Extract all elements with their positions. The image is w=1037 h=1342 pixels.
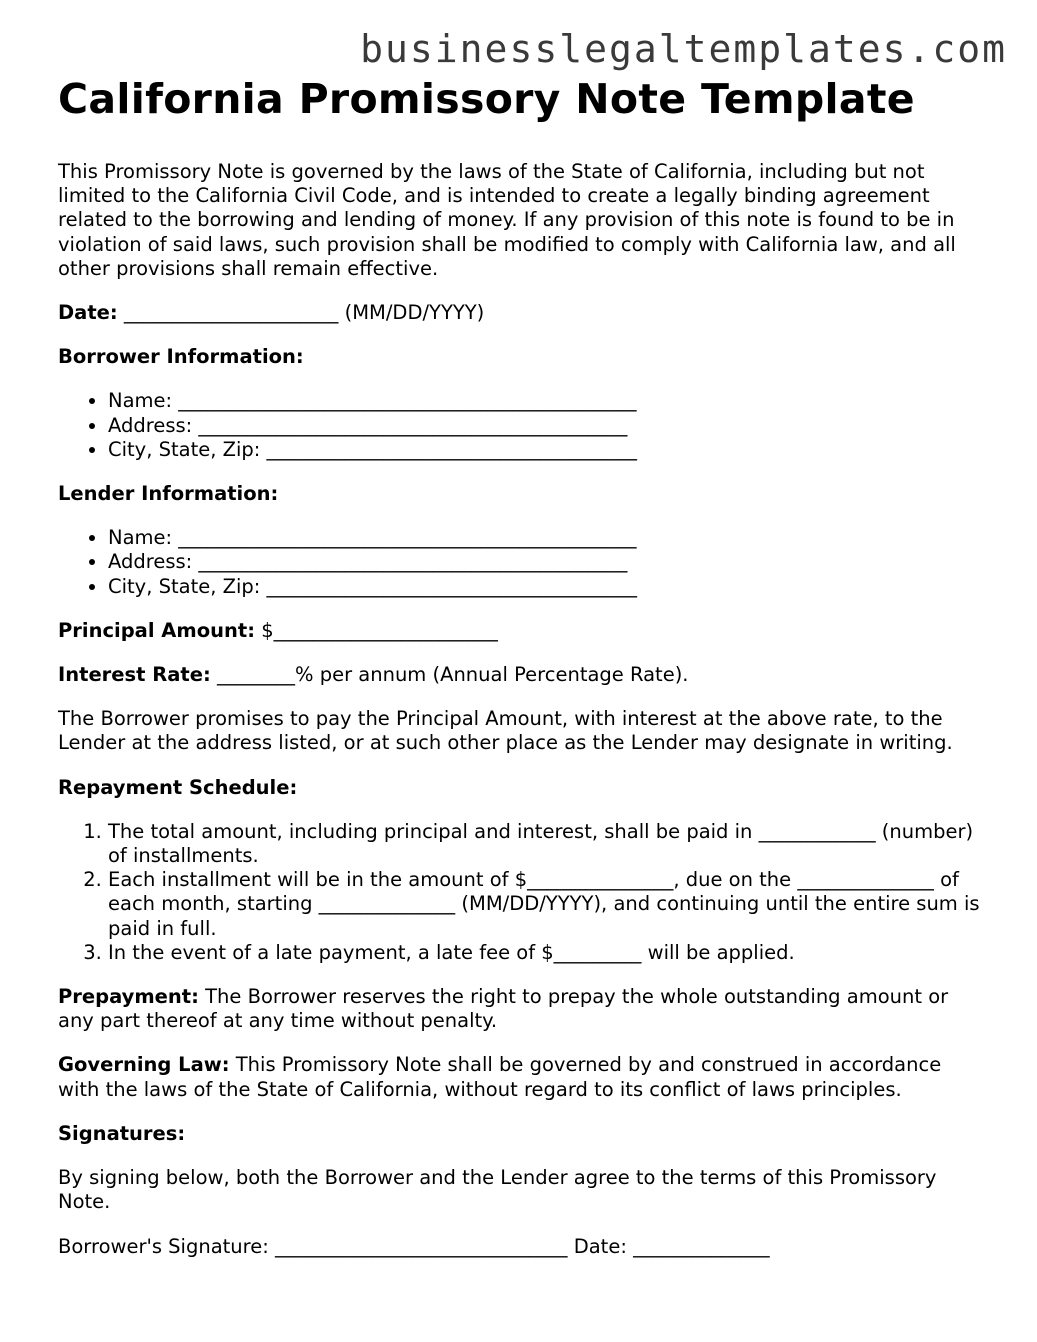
principal-label: Principal Amount: [58,618,255,642]
lender-heading: Lender Information: [58,482,279,506]
lender-list [58,526,988,599]
repayment-heading: Repayment Schedule: [58,775,298,799]
document-body [58,74,988,1279]
interest-line [58,663,988,687]
borrower-signature-line: Borrower's Signature: ______________________________ Date: ______________ [58,1234,770,1258]
borrower-heading: Borrower Information: [58,345,304,369]
interest-label: Interest Rate: [58,663,211,687]
borrower-city-item: • City, State, Zip: ______________________________________ [108,438,988,462]
page-title: California Promissory Note Template [58,75,915,123]
signatures-paragraph: By signing below, both the Borrower and the Lender agree to the terms of this Promissory Note. [58,1166,937,1214]
repayment-list [58,820,988,965]
lender-city-item: • City, State, Zip: ______________________________________ [108,575,988,599]
governing-law-text: This Promissory Note shall be governed by and construed in accordance with the laws of the State of California, without regard to its conflict of laws principles. [58,1053,942,1101]
prepayment-paragraph [58,985,988,1033]
lender-address-item: • Address: ____________________________________________ [108,550,988,574]
watermark: businesslegaltemplates.com [360,27,1007,71]
borrower-name-item: • Name: _______________________________________________ [108,389,988,413]
interest-field: ________% per annum (Annual Percentage Rate). [210,663,689,687]
repayment-item-3: 3. In the event of a late payment, a late fee of $_________ will be applied. [108,941,988,965]
lender-name-item: • Name: _______________________________________________ [108,526,988,550]
signatures-heading: Signatures: [58,1121,186,1145]
date-line [58,301,988,325]
principal-line [58,619,988,643]
borrower-address-item: • Address: ____________________________________________ [108,414,988,438]
promise-paragraph: The Borrower promises to pay the Principal Amount, with interest at the above rate, to the Lender at the address listed, or at such other place as the Lender may designate in writing. [58,707,953,755]
principal-field: $_______________________ [255,618,498,642]
repayment-item-2: 2. Each installment will be in the amount of $_______________, due on the ______________ of each month, starting ______________ (MM/DD/YYYY), and continuing until the entire sum is paid in full. [108,868,988,941]
prepayment-label: Prepayment: [58,985,199,1009]
borrower-list [58,389,988,462]
governing-law-label: Governing Law: [58,1053,230,1077]
prepayment-text: The Borrower reserves the right to prepay the whole outstanding amount or any part thereof at any time without penalty. [58,985,949,1033]
repayment-item-1: 1. The total amount, including principal and interest, shall be paid in ____________ (number) of installments. [108,820,988,868]
intro-paragraph: This Promissory Note is governed by the laws of the State of California, including but not limited to the California Civil Code, and is intended to create a legally binding agreement related to the borrowing and lending of money. If any provision of this note is found to be in violation of said laws, such provision shall be modified to comply with California law, and all other provisions shall remain effective. [58,160,956,280]
governing-law-paragraph [58,1053,988,1101]
date-label: Date: [58,301,118,325]
date-field: ______________________ (MM/DD/YYYY) [117,301,485,325]
